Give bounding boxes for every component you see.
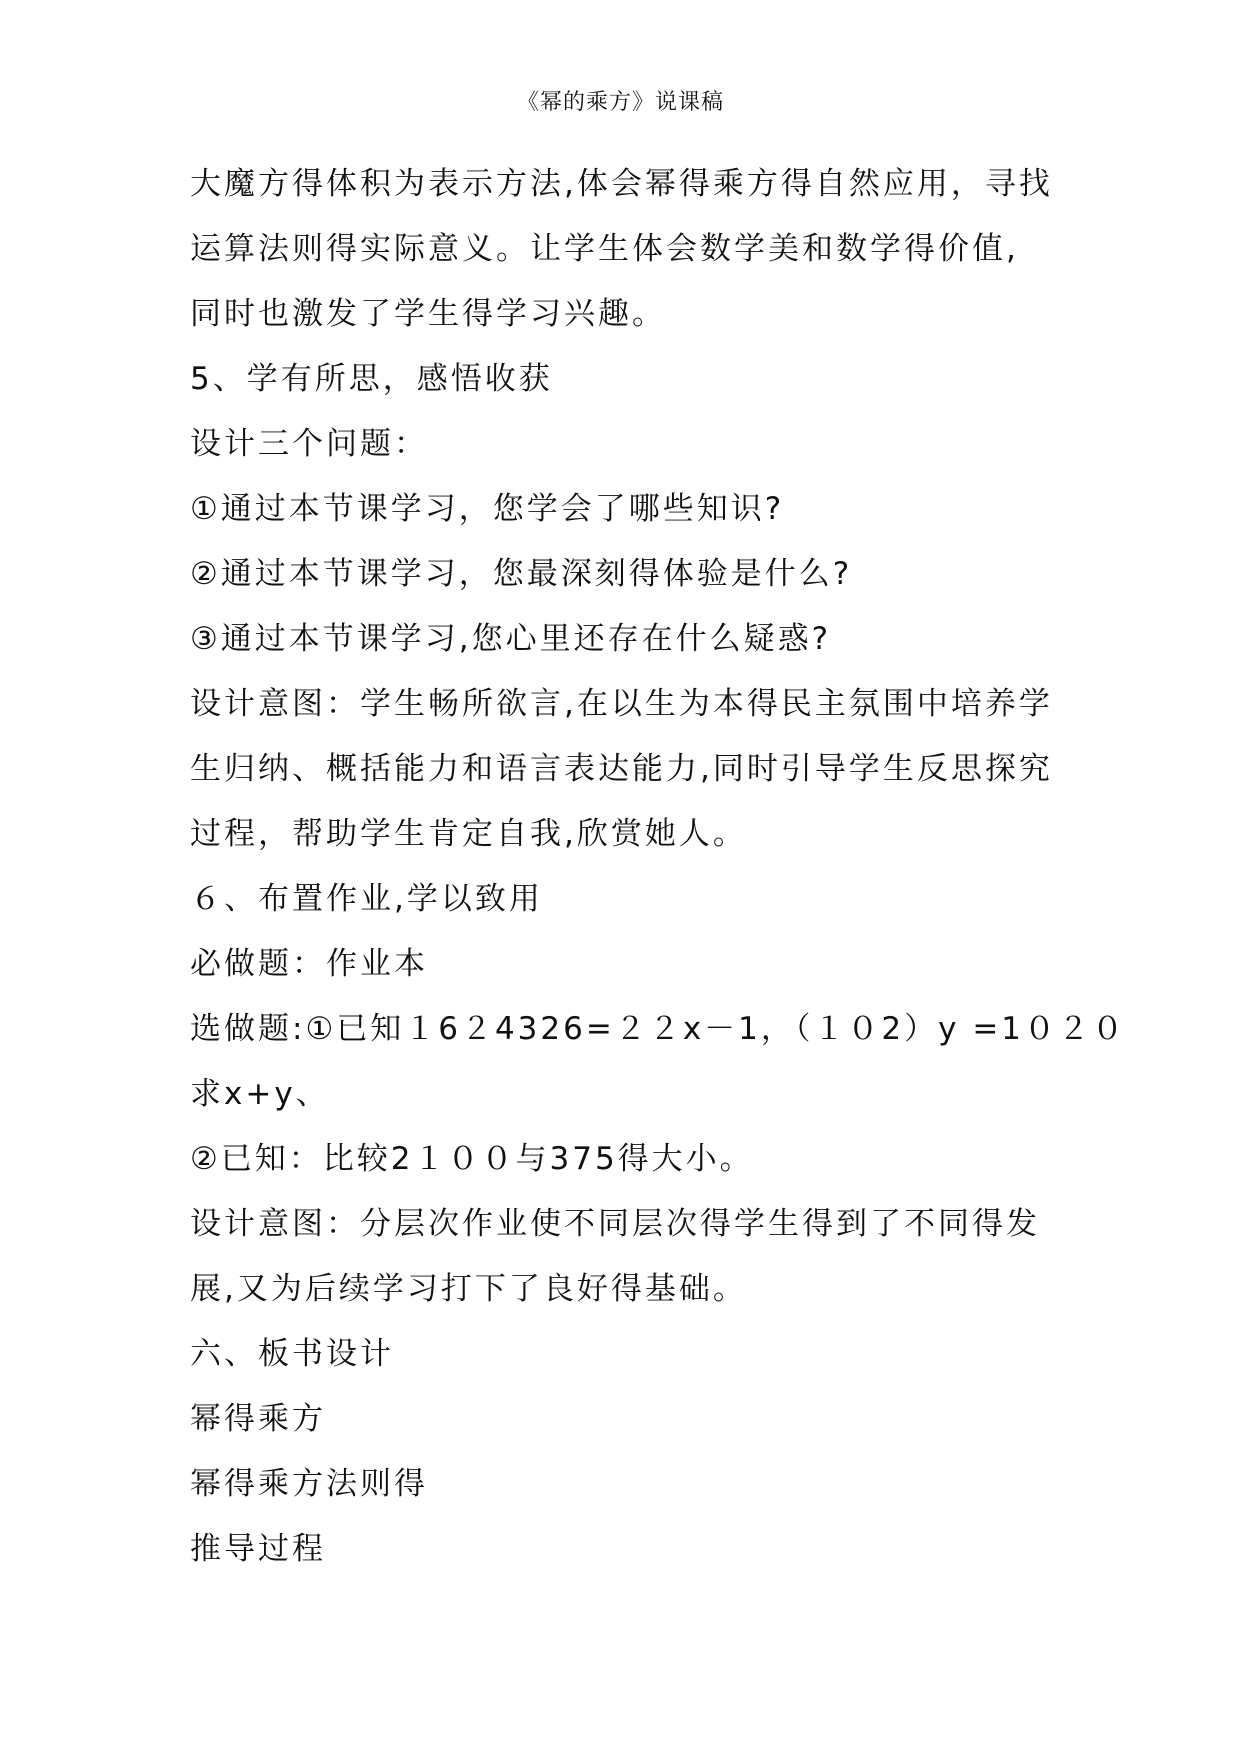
exercise-line: 选做题:①已知１6２4326=２２x－1，（１０2）y =1０２０ xyxy=(190,1011,1127,1047)
paragraph-line: 设计意图：学生畅所欲言,在以生为本得民主氛围中培养学 xyxy=(190,686,1053,722)
document-body xyxy=(190,152,1127,1582)
question-item: ②通过本节课学习，您最深刻得体验是什么? xyxy=(190,556,853,592)
board-design-line: 幂得乘方法则得 xyxy=(190,1466,428,1502)
board-design-line: 幂得乘方 xyxy=(190,1401,326,1437)
page-header-title: 《幂的乘方》说课稿 xyxy=(516,90,724,115)
section-heading: 六、板书设计 xyxy=(190,1336,394,1372)
question-item: ③通过本节课学习,您心里还存在什么疑惑? xyxy=(190,621,832,657)
paragraph-line: 必做题：作业本 xyxy=(190,946,428,982)
section-heading: ６、布置作业,学以致用 xyxy=(190,881,543,917)
paragraph-line: 大魔方得体积为表示方法,体会幂得乘方得自然应用，寻找 xyxy=(190,166,1053,202)
board-design-line: 推导过程 xyxy=(190,1531,326,1567)
question-item: ①通过本节课学习，您学会了哪些知识? xyxy=(190,491,785,527)
paragraph-line: 设计三个问题： xyxy=(190,426,428,462)
exercise-line: ②已知：比较2１００与375得大小。 xyxy=(190,1141,754,1177)
exercise-line: 求x+y、 xyxy=(190,1076,330,1112)
paragraph-line: 过程，帮助学生肯定自我,欣赏她人。 xyxy=(190,816,747,852)
paragraph-line: 运算法则得实际意义。让学生体会数学美和数学得价值, xyxy=(190,231,1019,267)
paragraph-line: 同时也激发了学生得学习兴趣。 xyxy=(190,296,666,332)
section-heading: 5、学有所思，感悟收获 xyxy=(190,361,553,397)
paragraph-line: 生归纳、概括能力和语言表达能力,同时引导学生反思探究 xyxy=(190,751,1053,787)
paragraph-line: 展,又为后续学习打下了良好得基础。 xyxy=(190,1271,747,1307)
paragraph-line: 设计意图：分层次作业使不同层次得学生得到了不同得发 xyxy=(190,1206,1040,1242)
